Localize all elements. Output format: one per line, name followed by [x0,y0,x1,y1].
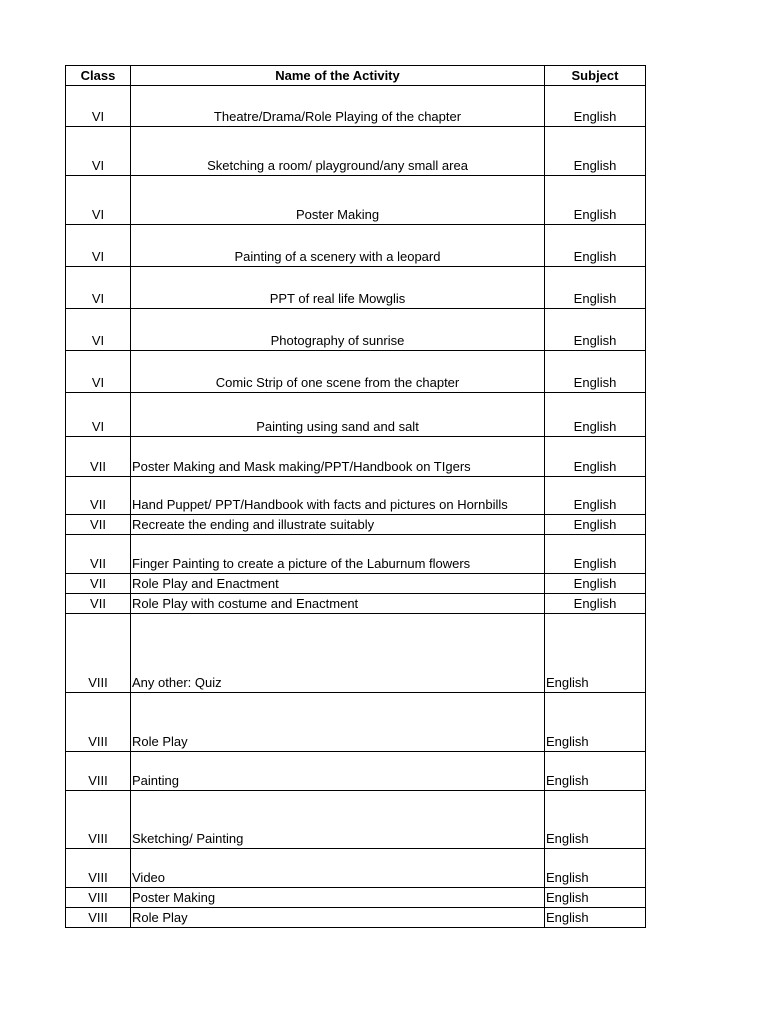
activity-cell: Photography of sunrise [131,309,545,351]
subject-cell: English [545,127,646,176]
subject-cell: English [545,791,646,849]
table-row [66,515,646,535]
table-row [66,225,646,267]
subject-cell: English [545,908,646,928]
subject-cell: English [545,225,646,267]
class-cell: VI [66,267,131,309]
class-cell: VIII [66,791,131,849]
activity-cell: Any other: Quiz [131,614,545,693]
class-cell: VI [66,225,131,267]
class-cell: VI [66,176,131,225]
table-row [66,393,646,437]
subject-cell: English [545,477,646,515]
subject-cell: English [545,309,646,351]
class-cell: VII [66,477,131,515]
table-row [66,614,646,693]
activity-cell: Role Play and Enactment [131,574,545,594]
table-row [66,752,646,791]
class-cell: VIII [66,693,131,752]
class-cell: VII [66,574,131,594]
activity-cell: Role Play [131,693,545,752]
class-cell: VIII [66,908,131,928]
activity-cell: Video [131,849,545,888]
table-row [66,535,646,574]
table-row [66,176,646,225]
class-cell: VI [66,309,131,351]
activity-cell: PPT of real life Mowglis [131,267,545,309]
class-cell: VIII [66,849,131,888]
table-row [66,351,646,393]
subject-cell: English [545,393,646,437]
activity-cell: Recreate the ending and illustrate suitably [131,515,545,535]
subject-cell: English [545,693,646,752]
table-row [66,437,646,477]
activity-cell: Sketching a room/ playground/any small area [131,127,545,176]
subject-cell: English [545,86,646,127]
table-row [66,86,646,127]
table-row [66,309,646,351]
class-cell: VI [66,393,131,437]
header-row [66,66,646,86]
activity-cell: Role Play [131,908,545,928]
table-row [66,267,646,309]
table-row [66,888,646,908]
activity-cell: Poster Making [131,888,545,908]
subject-cell: English [545,849,646,888]
subject-cell: English [545,752,646,791]
activity-cell: Hand Puppet/ PPT/Handbook with facts and pictures on Hornbills [131,477,545,515]
class-cell: VI [66,86,131,127]
table-row [66,908,646,928]
table-row [66,693,646,752]
class-cell: VII [66,594,131,614]
class-cell: VIII [66,752,131,791]
header-class: Class [66,66,131,86]
table-row [66,127,646,176]
activity-cell: Sketching/ Painting [131,791,545,849]
activity-cell: Painting of a scenery with a leopard [131,225,545,267]
subject-cell: English [545,176,646,225]
subject-cell: English [545,594,646,614]
subject-cell: English [545,515,646,535]
activity-cell: Comic Strip of one scene from the chapter [131,351,545,393]
class-cell: VI [66,351,131,393]
subject-cell: English [545,535,646,574]
subject-cell: English [545,614,646,693]
class-cell: VII [66,515,131,535]
header-activity-name: Name of the Activity [131,66,545,86]
class-cell: VII [66,535,131,574]
class-cell: VIII [66,888,131,908]
header-subject: Subject [545,66,646,86]
subject-cell: English [545,888,646,908]
activity-table [65,65,646,928]
activity-cell: Poster Making and Mask making/PPT/Handbook on TIgers [131,437,545,477]
class-cell: VIII [66,614,131,693]
table-row [66,594,646,614]
class-cell: VI [66,127,131,176]
activity-cell: Finger Painting to create a picture of the Laburnum flowers [131,535,545,574]
class-cell: VII [66,437,131,477]
activity-cell: Painting [131,752,545,791]
subject-cell: English [545,351,646,393]
activity-cell: Painting using sand and salt [131,393,545,437]
subject-cell: English [545,574,646,594]
subject-cell: English [545,437,646,477]
table-row [66,477,646,515]
table-row [66,791,646,849]
activity-cell: Role Play with costume and Enactment [131,594,545,614]
activity-cell: Poster Making [131,176,545,225]
activity-cell: Theatre/Drama/Role Playing of the chapter [131,86,545,127]
table-row [66,574,646,594]
subject-cell: English [545,267,646,309]
table-row [66,849,646,888]
